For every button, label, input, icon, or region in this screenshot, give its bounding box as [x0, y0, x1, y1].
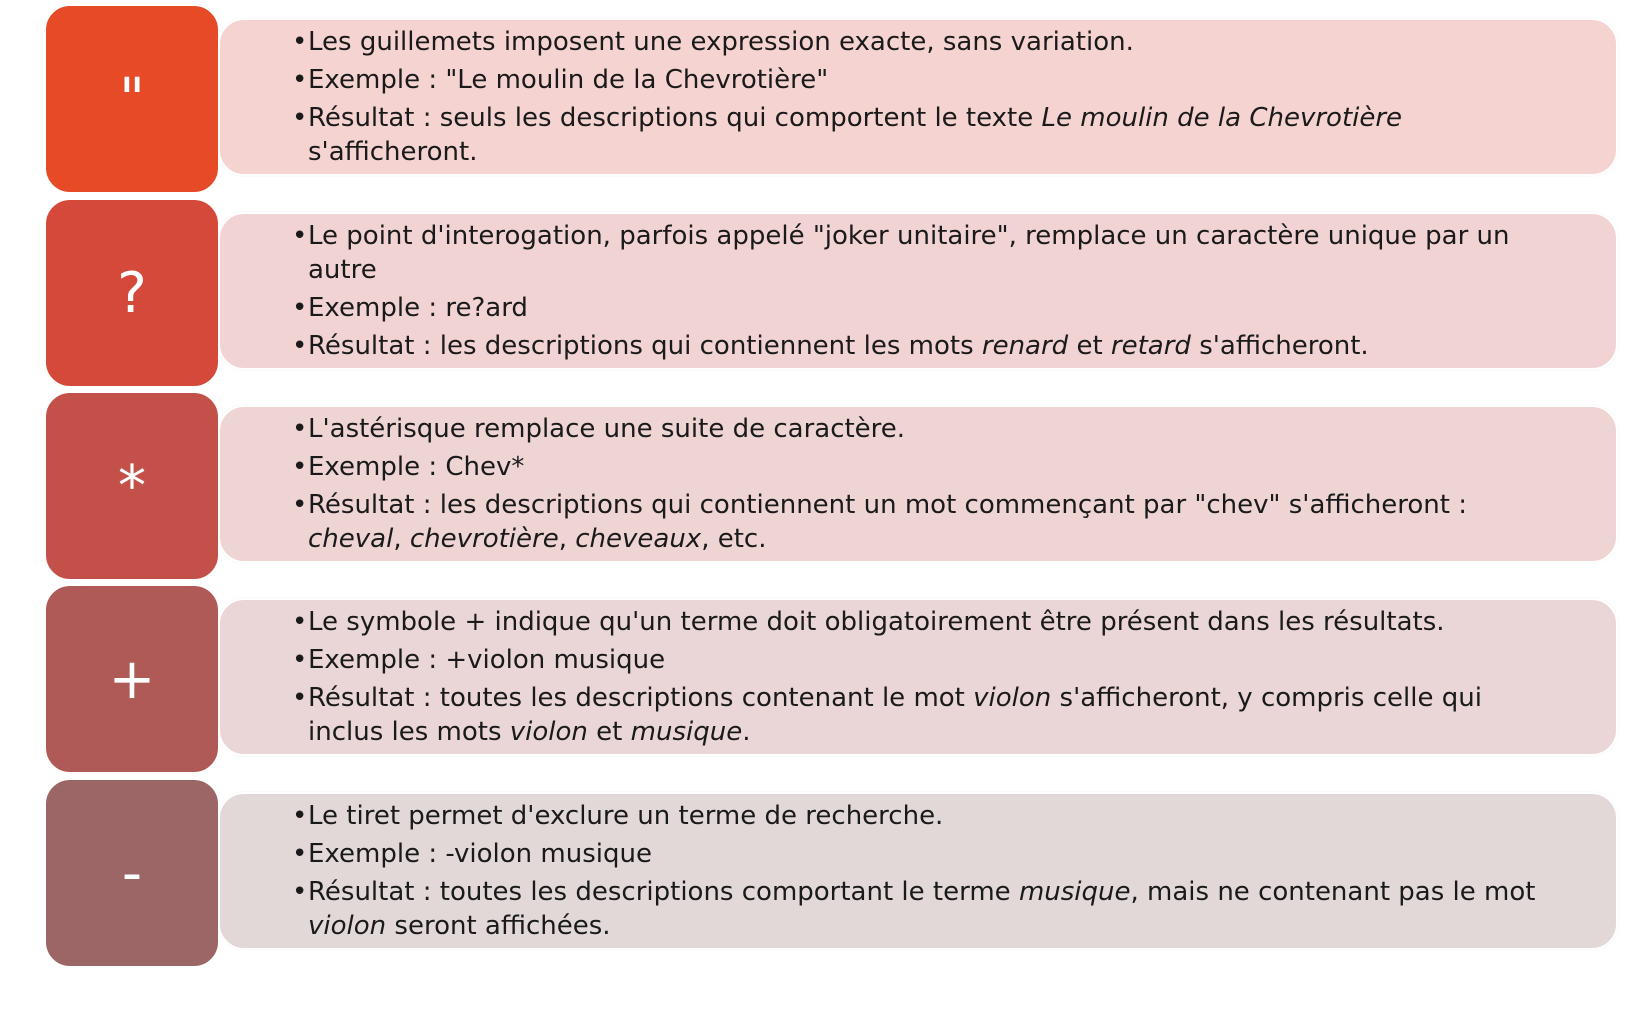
operator-symbol: * [118, 453, 146, 519]
italic-term: renard [981, 331, 1069, 361]
bullet-list [292, 794, 1556, 948]
operator-tile [44, 198, 220, 388]
bullet-text: et [587, 717, 631, 747]
bullet-text: Les guillemets imposent une expression exacte, sans variation. [308, 27, 1134, 57]
bullet-item [292, 875, 1556, 943]
italic-term: retard [1110, 331, 1191, 361]
bullet-dot: • [292, 839, 308, 869]
bullet-text: Résultat : seuls les descriptions qui comportent le texte [308, 103, 1042, 133]
italic-term: Le moulin de la Chevrotière [1041, 103, 1403, 133]
description-panel [218, 212, 1618, 370]
operator-tile [44, 391, 220, 581]
bullet-text: et [1068, 331, 1111, 361]
bullet-text: Exemple : re?ard [308, 293, 528, 323]
bullet-item [292, 63, 1556, 97]
bullet-list [292, 20, 1556, 174]
bullet-dot: • [292, 221, 308, 251]
bullet-item [292, 101, 1556, 169]
operator-tile [44, 778, 220, 968]
bullet-text: Le symbole + indique qu'un terme doit obligatoirement être présent dans les résultats. [308, 607, 1445, 637]
bullet-text: . [742, 717, 751, 747]
bullet-dot: • [292, 293, 308, 323]
description-panel [218, 18, 1618, 176]
operator-row-minus [0, 778, 1650, 968]
italic-term: chevrotière [409, 524, 559, 554]
bullet-item [292, 605, 1556, 639]
bullet-text: Résultat : toutes les descriptions contenant le mot [308, 683, 974, 713]
bullet-dot: • [292, 27, 308, 57]
bullet-dot: • [292, 414, 308, 444]
bullet-text: , etc. [701, 524, 767, 554]
bullet-text: s'afficheront. [1190, 331, 1369, 361]
italic-term: musique [630, 717, 743, 747]
bullet-dot: • [292, 103, 308, 133]
operator-row-plus [0, 584, 1650, 774]
bullet-dot: • [292, 645, 308, 675]
bullet-text: s'afficheront, y compris celle qui inclus les mots [308, 683, 1482, 747]
description-panel [218, 405, 1618, 563]
description-panel [218, 598, 1618, 756]
operator-row-asterisk [0, 391, 1650, 581]
bullet-dot: • [292, 683, 308, 713]
bullet-item [292, 799, 1556, 833]
bullet-text: Exemple : "Le moulin de la Chevrotière" [308, 65, 829, 95]
bullet-text: , [558, 524, 576, 554]
bullet-text: Résultat : les descriptions qui contiennent les mots [308, 331, 982, 361]
italic-term: violon [308, 911, 387, 941]
description-panel [218, 792, 1618, 950]
bullet-dot: • [292, 607, 308, 637]
bullet-list [292, 600, 1556, 754]
bullet-text: Exemple : +violon musique [308, 645, 666, 675]
bullet-dot: • [292, 65, 308, 95]
bullet-item [292, 450, 1556, 484]
italic-term: musique [1018, 877, 1131, 907]
bullet-dot: • [292, 452, 308, 482]
bullet-list [292, 407, 1556, 561]
bullet-text: L'astérisque remplace une suite de caractère. [308, 414, 906, 444]
operator-row-question-mark [0, 198, 1650, 388]
bullet-text: seront affichées. [386, 911, 611, 941]
bullet-dot: • [292, 490, 308, 520]
bullet-item [292, 488, 1556, 556]
bullet-item [292, 643, 1556, 677]
bullet-list [292, 214, 1556, 368]
operator-symbol: - [121, 840, 143, 906]
bullet-dot: • [292, 877, 308, 907]
operator-row-quotes [0, 4, 1650, 194]
bullet-text: Exemple : Chev* [308, 452, 525, 482]
italic-term: cheveaux [575, 524, 702, 554]
italic-term: violon [509, 717, 588, 747]
operator-symbol: " [119, 66, 145, 132]
bullet-text: , mais ne contenant pas le mot [1130, 877, 1536, 907]
bullet-item [292, 412, 1556, 446]
bullet-item [292, 25, 1556, 59]
italic-term: violon [973, 683, 1052, 713]
bullet-item [292, 219, 1556, 287]
bullet-dot: • [292, 331, 308, 361]
operator-symbol: ? [117, 260, 147, 326]
bullet-text: Résultat : les descriptions qui contiennent un mot commençant par "chev" s'afficheront : [308, 490, 1468, 520]
bullet-text: s'afficheront. [308, 137, 478, 167]
bullet-text: Le point d'interogation, parfois appelé "joker unitaire", remplace un caractère unique par un autre [308, 221, 1510, 285]
operator-tile [44, 584, 220, 774]
bullet-text: Résultat : toutes les descriptions comportant le terme [308, 877, 1019, 907]
bullet-item [292, 291, 1556, 325]
bullet-text: , [393, 524, 410, 554]
italic-term: cheval [308, 524, 394, 554]
operator-symbol: + [108, 646, 156, 712]
bullet-item [292, 837, 1556, 871]
bullet-dot: • [292, 801, 308, 831]
bullet-text: Exemple : -violon musique [308, 839, 652, 869]
bullet-item [292, 681, 1556, 749]
bullet-item [292, 329, 1556, 363]
bullet-text: Le tiret permet d'exclure un terme de recherche. [308, 801, 944, 831]
operator-tile [44, 4, 220, 194]
